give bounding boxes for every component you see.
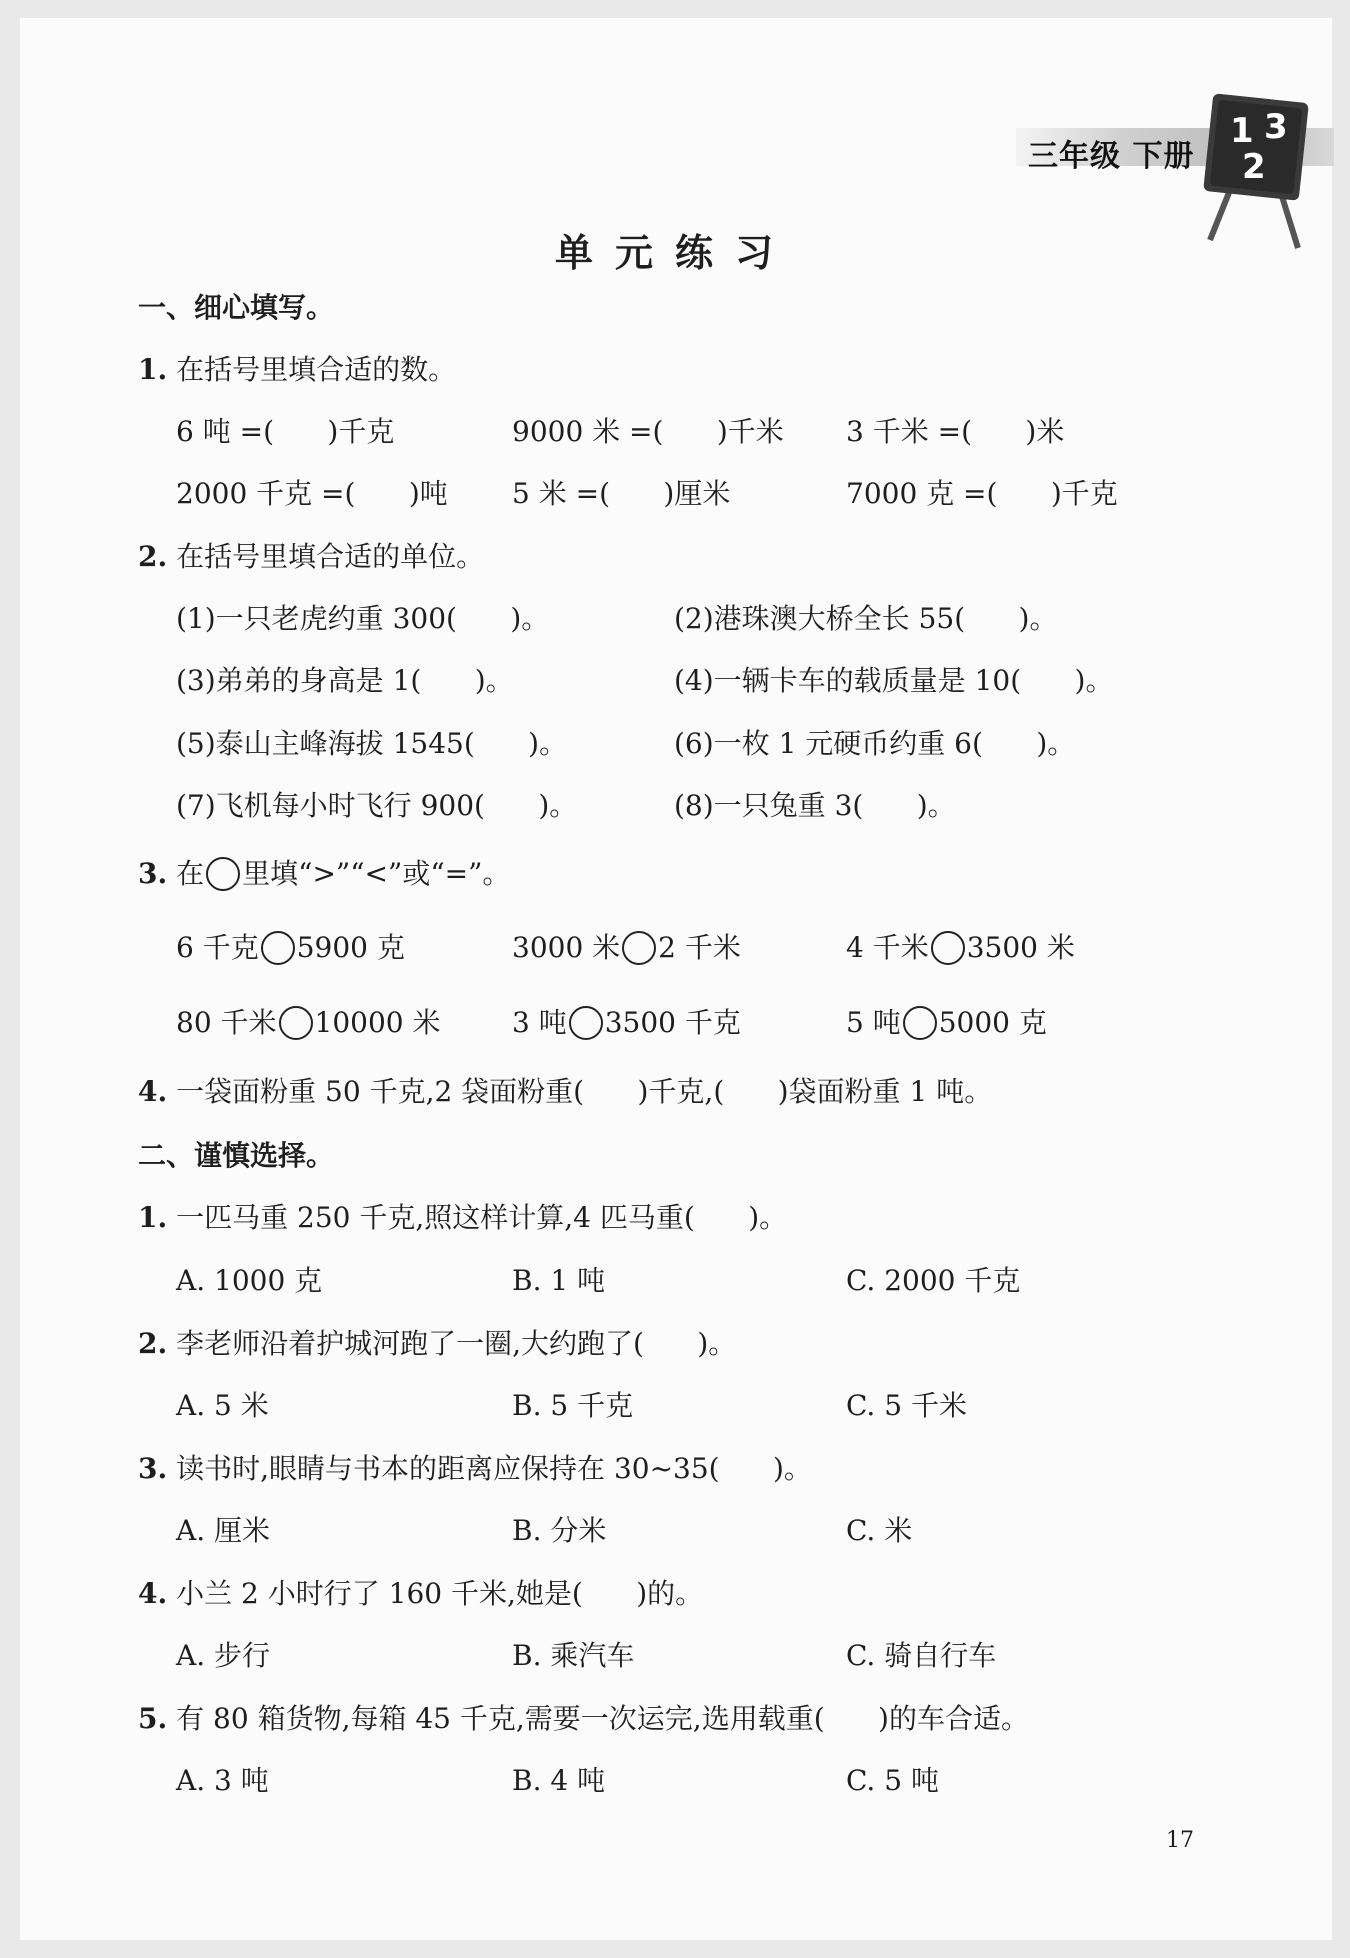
compare-item: 3000 米 2 千米 [512, 931, 741, 964]
unit-item: (5)泰山主峰海拔 1545( )。 [176, 727, 568, 760]
unit-item: (4)一辆卡车的载质量是 10( )。 [674, 664, 1114, 697]
choice-question [138, 1447, 812, 1487]
section-heading-1: 一、细心填写。 [138, 291, 335, 324]
question-text: 在括号里填合适的单位。 [176, 540, 485, 573]
question-number: 3. [138, 857, 168, 890]
compare-circle[interactable] [569, 1006, 603, 1040]
question-number: 5. [138, 1702, 168, 1735]
question-text: 有 80 箱货物,每箱 45 千克,需要一次运完,选用载重( )的车合适。 [176, 1702, 1029, 1735]
question-number: 1. [138, 353, 168, 386]
question-number: 1. [138, 1201, 168, 1234]
choice-question [138, 1322, 736, 1362]
option-b[interactable]: B. 1 吨 [512, 1264, 606, 1297]
question-4 [138, 1070, 992, 1110]
page-title: 单元练习 [554, 231, 795, 275]
fill-item: 9000 米 =( )千米 [512, 415, 784, 448]
option-b[interactable]: B. 乘汽车 [512, 1639, 635, 1672]
choice-question [138, 1196, 787, 1236]
question-text: 在 [176, 857, 205, 890]
page-number: 17 [1166, 1828, 1194, 1853]
compare-item: 5 吨 5000 克 [846, 1006, 1047, 1039]
logo-digit-3: 2 [1242, 147, 1266, 187]
compare-item: 80 千米 10000 米 [176, 1006, 441, 1039]
unit-item: (7)飞机每小时飞行 900( )。 [176, 789, 578, 822]
unit-item: (1)一只老虎约重 300( )。 [176, 602, 550, 635]
question-number: 2. [138, 1327, 168, 1360]
option-b[interactable]: B. 5 千克 [512, 1389, 634, 1422]
unit-item: (6)一枚 1 元硬币约重 6( )。 [674, 727, 1076, 760]
option-a[interactable]: A. 步行 [176, 1639, 271, 1672]
section-heading-2: 二、谨慎选择。 [138, 1139, 335, 1172]
choice-question [138, 1572, 703, 1612]
compare-circle[interactable] [622, 931, 656, 965]
option-b[interactable]: B. 4 吨 [512, 1764, 606, 1797]
grade-label: 三年级 下册 [1028, 139, 1195, 174]
fill-item: 5 米 =( )厘米 [512, 477, 731, 510]
compare-circle[interactable] [931, 931, 965, 965]
option-c[interactable]: C. 2000 千克 [846, 1264, 1021, 1297]
question-text: 读书时,眼睛与书本的距离应保持在 30~35( )。 [176, 1452, 812, 1485]
question-number: 4. [138, 1577, 168, 1610]
option-a[interactable]: A. 1000 克 [176, 1264, 323, 1297]
logo-digit-2: 3 [1264, 107, 1288, 147]
question-text: 李老师沿着护城河跑了一圈,大约跑了( )。 [176, 1327, 737, 1360]
option-c[interactable]: C. 5 千米 [846, 1389, 967, 1422]
question-text: 一袋面粉重 50 千克,2 袋面粉重( )千克,( )袋面粉重 1 吨。 [176, 1075, 993, 1108]
compare-item: 6 千克 5900 克 [176, 931, 405, 964]
circle-blank-icon [206, 857, 240, 891]
question-number: 4. [138, 1075, 168, 1108]
option-b[interactable]: B. 分米 [512, 1514, 607, 1547]
fill-item: 7000 克 =( )千克 [846, 477, 1118, 510]
question-text: 里填“>”“<”或“=”。 [242, 857, 511, 890]
unit-item: (8)一只兔重 3( )。 [674, 789, 956, 822]
option-a[interactable]: A. 3 吨 [176, 1764, 269, 1797]
compare-circle[interactable] [261, 931, 295, 965]
option-a[interactable]: A. 厘米 [176, 1514, 271, 1547]
choice-question [138, 1697, 1029, 1737]
question-number: 2. [138, 540, 168, 573]
compare-circle[interactable] [279, 1006, 313, 1040]
question-text: 在括号里填合适的数。 [176, 353, 457, 386]
option-c[interactable]: C. 米 [846, 1514, 913, 1547]
question-text: 一匹马重 250 千克,照这样计算,4 匹马重( )。 [176, 1201, 788, 1234]
fill-item: 3 千米 =( )米 [846, 415, 1065, 448]
question-3 [138, 852, 510, 892]
compare-circle[interactable] [903, 1006, 937, 1040]
question-1 [138, 348, 456, 388]
question-2 [138, 535, 484, 575]
compare-item: 4 千米 3500 米 [846, 931, 1075, 964]
unit-item: (3)弟弟的身高是 1( )。 [176, 664, 514, 697]
option-c[interactable]: C. 5 吨 [846, 1764, 939, 1797]
question-text: 小兰 2 小时行了 160 千米,她是( )的。 [176, 1577, 704, 1610]
logo-digit-1: 1 [1230, 111, 1254, 151]
option-a[interactable]: A. 5 米 [176, 1389, 269, 1422]
option-c[interactable]: C. 骑自行车 [846, 1639, 997, 1672]
fill-item: 2000 千克 =( )吨 [176, 477, 448, 510]
question-number: 3. [138, 1452, 168, 1485]
unit-item: (2)港珠澳大桥全长 55( )。 [674, 602, 1058, 635]
fill-item: 6 吨 =( )千克 [176, 415, 395, 448]
compare-item: 3 吨 3500 千克 [512, 1006, 741, 1039]
